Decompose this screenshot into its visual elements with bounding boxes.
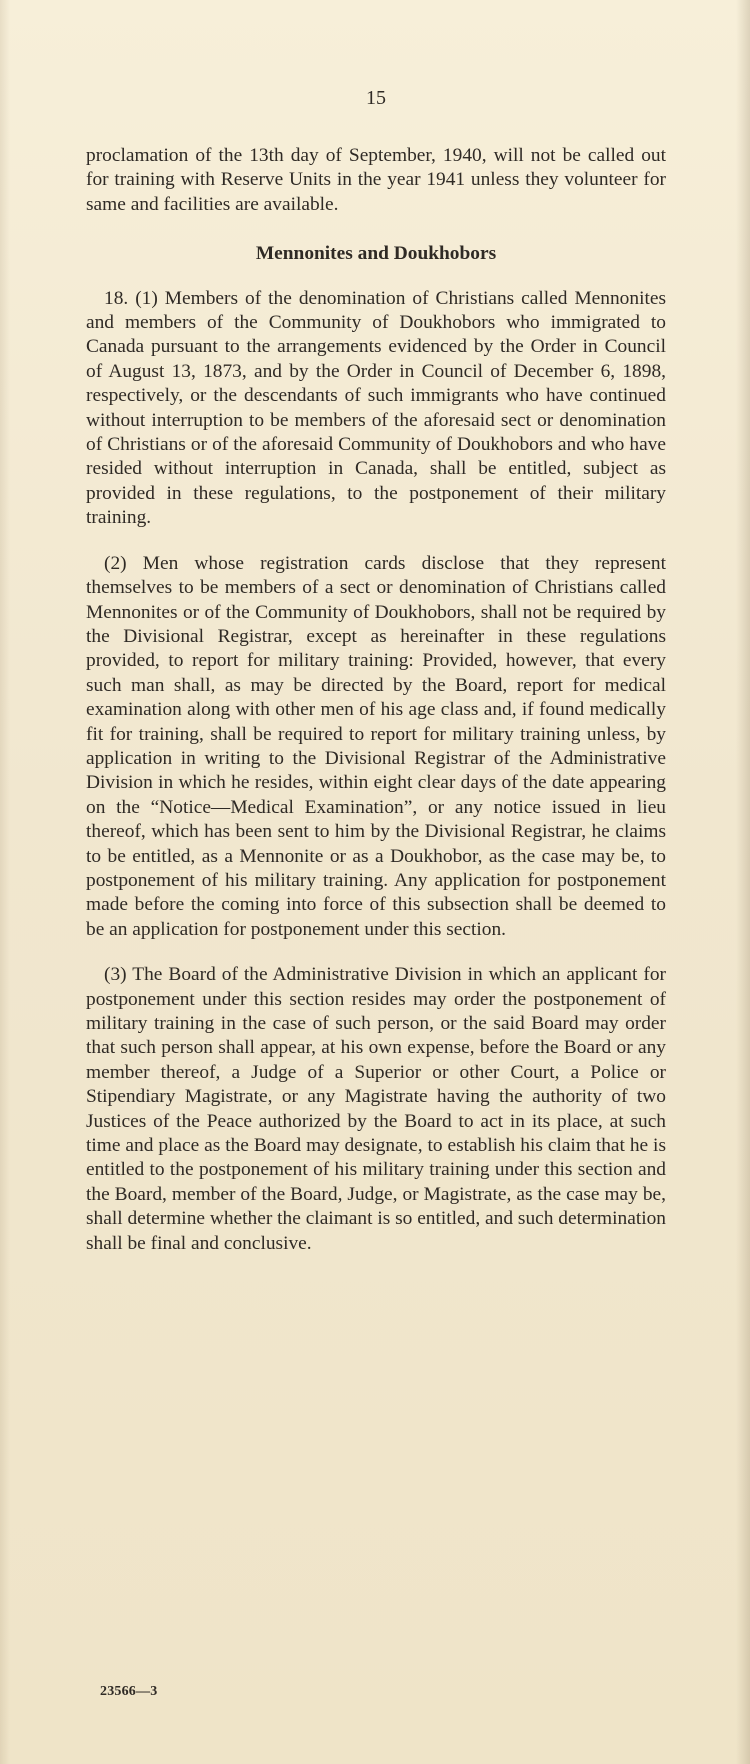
page-right-edge-shadow [736,0,750,1764]
page-left-edge-shadow [0,0,10,1764]
paragraph-18-1: 18. (1) Members of the denomination of Christians called Mennonites and members of the Community of Doukhobors who immigrated to Canada pursuant to the arrangements evidenced by the Order in Council of August 13, 1873, and by the Order in Council of December 6, 1898, respectively, or the descendants of such immigrants who have continued without interruption to be members of the aforesaid sect or denomination of Christians or of the aforesaid Community of Doukhobors and who have resided without interruption in Canada, shall be entitled, subject as provided in these regulations, to the postponement of their military training. [86,287,666,529]
page-number: 15 [366,87,386,109]
page-content [86,88,666,1256]
intro-paragraph: proclamation of the 13th day of September, 1940, will not be called out for training with Reserve Units in the year 1941 unless they volunteer for same and facilities are available. [86,145,666,215]
section-heading: Mennonites and Doukhobors [255,243,497,265]
paragraph-spacer [86,942,666,963]
paragraph-spacer [86,531,666,552]
paragraph-18-3: (3) The Board of the Administrative Division in which an applicant for postponement under this section resides may order the postponement of military training in the case of such person, or the said Board may order that such person shall appear, at his own expense, before the Board or any member thereof, a Judge of a Superior or other Court, a Police or Stipendiary Magistrate, or any Magistrate having the authority of two Justices of the Peace authorized by the Board to act in its place, at such time and place as the Board may designate, to establish his claim that he is entitled to the postponement of his military training under this section and the Board, member of the Board, Judge, or Magistrate, as the case may be, shall determine whether the claimant is so entitled, and such determination shall be final and conclusive. [86,964,666,1254]
printer-code: 23566—3 [100,1684,158,1699]
paragraph-18-2: (2) Men whose registration cards disclose that they represent themselves to be members of a sect or denomination of Christians called Mennonites or of the Community of Doukhobors, shall not be required by the Divisional Registrar, except as hereinafter in these regulations provided, to report for military training: Provided, however, that every such man shall, as may be directed by the Board, report for medical examination along with other men of his age class and, if found medically fit for training, shall be required to report for military training unless, by application in writing to the Divisional Registrar of the Administrative Division in which he resides, within eight clear days of the date appearing on the “Notice—Medical Examination”, or any notice issued in lieu thereof, which has been sent to him by the Divisional Registrar, he claims to be entitled, as a Mennonite or as a Doukhobor, as the case may be, to postponement of his military training. Any application for postponement made before the coming into force of this subsection shall be deemed to be an application for postponement under this section. [86,552,666,940]
